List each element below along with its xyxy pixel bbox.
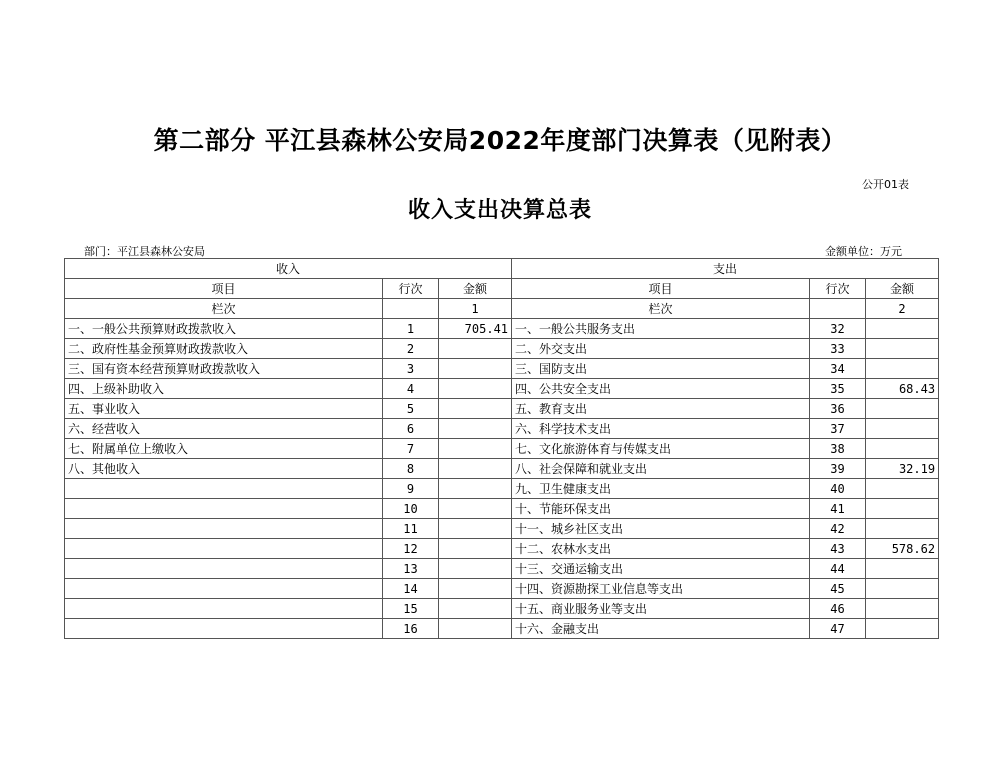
table-row [65, 599, 939, 619]
unit-label: 金额单位：万元 [825, 245, 902, 258]
income-amount-cell [439, 459, 512, 479]
expense-line-cell: 36 [810, 399, 866, 419]
income-amount-cell [439, 419, 512, 439]
income-amount-cell [439, 439, 512, 459]
expense-amount-cell [866, 599, 939, 619]
income-amount-cell [439, 359, 512, 379]
expense-item-cell: 一、一般公共服务支出 [512, 319, 810, 339]
page-title: 第二部分 平江县森林公安局2022年度部门决算表（见附表） [153, 126, 847, 155]
income-item-cell [65, 479, 383, 499]
department-label: 部门：平江县森林公安局 [84, 245, 205, 258]
expense-line-cell: 37 [810, 419, 866, 439]
lanci-row [65, 299, 939, 319]
expense-line-cell: 46 [810, 599, 866, 619]
table-row [65, 339, 939, 359]
income-line-cell: 11 [383, 519, 439, 539]
income-expense-table [64, 258, 939, 639]
income-line-cell: 9 [383, 479, 439, 499]
expense-item-cell: 七、文化旅游体育与传媒支出 [512, 439, 810, 459]
income-amount-cell [439, 379, 512, 399]
expense-amount-cell [866, 339, 939, 359]
income-item-cell: 二、政府性基金预算财政拨款收入 [65, 339, 383, 359]
income-line-cell: 8 [383, 459, 439, 479]
expense-amount-cell: 32.19 [866, 459, 939, 479]
income-line-cell: 15 [383, 599, 439, 619]
expense-amount-cell [866, 499, 939, 519]
table-row [65, 359, 939, 379]
expense-amount-cell [866, 579, 939, 599]
expense-line-cell: 33 [810, 339, 866, 359]
income-line-cell: 7 [383, 439, 439, 459]
income-header: 收入 [65, 259, 512, 279]
expense-line-cell: 39 [810, 459, 866, 479]
table-row [65, 459, 939, 479]
expense-line-cell: 40 [810, 479, 866, 499]
expense-amount-cell: 68.43 [866, 379, 939, 399]
income-item-cell [65, 519, 383, 539]
expense-header: 支出 [512, 259, 939, 279]
income-col-number: 1 [439, 299, 512, 319]
table-row [65, 399, 939, 419]
expense-item-cell: 五、教育支出 [512, 399, 810, 419]
income-amount-cell [439, 519, 512, 539]
income-item-cell [65, 619, 383, 639]
expense-amount-cell [866, 519, 939, 539]
expense-line-cell: 32 [810, 319, 866, 339]
income-item-cell [65, 539, 383, 559]
table-row [65, 479, 939, 499]
expense-item-cell: 十二、农林水支出 [512, 539, 810, 559]
form-number: 公开01表 [862, 178, 909, 191]
expense-line-cell: 47 [810, 619, 866, 639]
expense-line-cell: 35 [810, 379, 866, 399]
table-row [65, 519, 939, 539]
expense-lanci-line [810, 299, 866, 319]
expense-item-cell: 十一、城乡社区支出 [512, 519, 810, 539]
expense-amount-cell [866, 419, 939, 439]
table-title: 收入支出决算总表 [407, 198, 592, 223]
expense-amount-cell [866, 319, 939, 339]
expense-item-cell: 十六、金融支出 [512, 619, 810, 639]
income-item-cell [65, 559, 383, 579]
income-amount-header: 金额 [439, 279, 512, 299]
expense-line-cell: 41 [810, 499, 866, 519]
income-line-cell: 14 [383, 579, 439, 599]
income-amount-cell [439, 539, 512, 559]
income-item-cell [65, 579, 383, 599]
income-line-cell: 3 [383, 359, 439, 379]
income-item-cell: 六、经营收入 [65, 419, 383, 439]
expense-line-cell: 44 [810, 559, 866, 579]
expense-line-cell: 43 [810, 539, 866, 559]
income-line-cell: 4 [383, 379, 439, 399]
expense-line-header: 行次 [810, 279, 866, 299]
table-row [65, 539, 939, 559]
income-item-cell: 七、附属单位上缴收入 [65, 439, 383, 459]
table-row [65, 319, 939, 339]
income-line-cell: 16 [383, 619, 439, 639]
expense-line-cell: 45 [810, 579, 866, 599]
income-amount-cell [439, 479, 512, 499]
expense-item-cell: 十三、交通运输支出 [512, 559, 810, 579]
expense-amount-cell [866, 439, 939, 459]
expense-col-number: 2 [866, 299, 939, 319]
expense-item-cell: 九、卫生健康支出 [512, 479, 810, 499]
income-lanci-label: 栏次 [65, 299, 383, 319]
income-line-cell: 5 [383, 399, 439, 419]
income-amount-cell [439, 579, 512, 599]
income-line-cell: 10 [383, 499, 439, 519]
table-row [65, 499, 939, 519]
income-item-cell: 三、国有资本经营预算财政拨款收入 [65, 359, 383, 379]
income-line-cell: 6 [383, 419, 439, 439]
expense-item-cell: 八、社会保障和就业支出 [512, 459, 810, 479]
expense-line-cell: 42 [810, 519, 866, 539]
income-item-cell [65, 499, 383, 519]
income-line-cell: 2 [383, 339, 439, 359]
expense-item-cell: 六、科学技术支出 [512, 419, 810, 439]
expense-amount-cell [866, 559, 939, 579]
expense-item-cell: 四、公共安全支出 [512, 379, 810, 399]
income-line-cell: 13 [383, 559, 439, 579]
expense-item-header: 项目 [512, 279, 810, 299]
income-amount-cell [439, 499, 512, 519]
table-row [65, 619, 939, 639]
expense-amount-cell [866, 619, 939, 639]
expense-line-cell: 34 [810, 359, 866, 379]
column-header-row [65, 279, 939, 299]
expense-amount-cell [866, 359, 939, 379]
income-item-cell: 一、一般公共预算财政拨款收入 [65, 319, 383, 339]
income-amount-cell [439, 599, 512, 619]
income-amount-cell [439, 559, 512, 579]
income-item-cell: 五、事业收入 [65, 399, 383, 419]
expense-line-cell: 38 [810, 439, 866, 459]
income-item-cell [65, 599, 383, 619]
income-amount-cell [439, 339, 512, 359]
section-header-row [65, 259, 939, 279]
income-item-cell: 四、上级补助收入 [65, 379, 383, 399]
expense-amount-cell: 578.62 [866, 539, 939, 559]
expense-item-cell: 三、国防支出 [512, 359, 810, 379]
income-line-cell: 1 [383, 319, 439, 339]
income-item-cell: 八、其他收入 [65, 459, 383, 479]
table-row [65, 419, 939, 439]
expense-amount-cell [866, 399, 939, 419]
expense-item-cell: 十五、商业服务业等支出 [512, 599, 810, 619]
expense-amount-header: 金额 [866, 279, 939, 299]
table-row [65, 559, 939, 579]
income-line-cell: 12 [383, 539, 439, 559]
table-row [65, 579, 939, 599]
income-lanci-line [383, 299, 439, 319]
income-amount-cell: 705.41 [439, 319, 512, 339]
income-amount-cell [439, 399, 512, 419]
expense-item-cell: 十四、资源勘探工业信息等支出 [512, 579, 810, 599]
expense-lanci-label: 栏次 [512, 299, 810, 319]
table-row [65, 379, 939, 399]
expense-amount-cell [866, 479, 939, 499]
expense-item-cell: 十、节能环保支出 [512, 499, 810, 519]
income-line-header: 行次 [383, 279, 439, 299]
expense-item-cell: 二、外交支出 [512, 339, 810, 359]
table-row [65, 439, 939, 459]
income-amount-cell [439, 619, 512, 639]
income-item-header: 项目 [65, 279, 383, 299]
